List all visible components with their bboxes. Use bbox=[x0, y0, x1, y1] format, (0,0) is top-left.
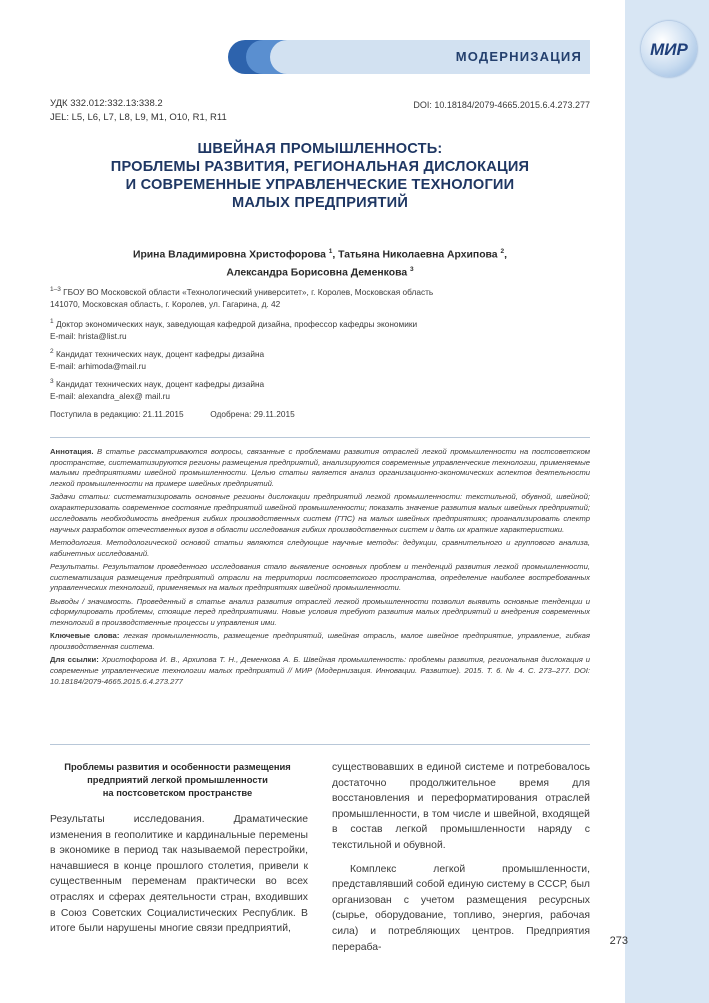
title-line: ШВЕЙНАЯ ПРОМЫШЛЕННОСТЬ: bbox=[197, 141, 443, 157]
doi: DOI: 10.18184/2079-4665.2015.6.4.273.277 bbox=[413, 100, 590, 110]
keywords-text: легкая промышленность, размещение предприятий, швейная отрасль, малое швейное предприятие, управление, гибкая производственная система. bbox=[50, 631, 590, 651]
author-list: Ирина Владимировна Христофорова $^1$, Татьяна Николаевна Архипова $^2$, Александра Борисовна Деменкова $^3$ bbox=[132, 248, 507, 279]
page-number: 273 bbox=[609, 935, 628, 947]
citation-text: Христофорова И. В., Архипова Т. Н., Деменкова А. Б. Швейная промышленность: проблемы развития, региональная дислокация и современные управленческие технологии малых предприятий // МИР (Модернизация. Инновации. Развитие). 2015. Т. 6. № 4. С. 273–277. DOI: 10.18184/2079-4665.2015.6.4.273.277 bbox=[50, 655, 590, 686]
body-paragraph: Результаты исследования. Драматические изменения в геополитике и кардинальные перемены в экономике в период так называемой перестройки, начавшиеся в конце прошлого столетия, привели к существенным переменам практически во всех отраслях и сферах деятельности стран, входивших в Союз Советских Социалистических Республик. В итоге были нарушены многие связи предприятий, bbox=[50, 814, 308, 935]
section-label: МОДЕРНИЗАЦИЯ bbox=[455, 49, 582, 64]
journal-logo-text: МИР bbox=[650, 40, 688, 59]
body-paragraph: существовавших в единой системе и потребовалось достаточно продолжительное время для восстановления и переформатирования отраслей промышленности, в том числе и швейной, входящей в состав легкой промышленности наряду с текстильной и обувной. bbox=[332, 762, 590, 851]
author-sup: 1 bbox=[328, 248, 333, 255]
affiliation-author-2: $^2$ Кандидат технических наук, доцент кафедры дизайна E-mail: arhimoda@mail.ru bbox=[50, 346, 590, 373]
received-date: Поступила в редакцию: 21.11.2015 bbox=[50, 409, 184, 419]
keywords-label: Ключевые слова: bbox=[50, 631, 120, 641]
methodology-text: Методология. Методологической основой статьи являются следующие научные методы: дедукции, сравнительного и группового анализа, кабинетных исследований. bbox=[50, 537, 590, 558]
jel-codes: JEL: L5, L6, L7, L8, L9, M1, O10, R1, R11 bbox=[50, 112, 227, 123]
author-email: E-mail: alexandra_alex@ mail.ru bbox=[50, 391, 171, 402]
affiliation-org: $^{1-3}$ ГБОУ ВО Московской области «Технологический университет», г. Королев, Московская область 141070, Московская область, г. Королев, ул. Гагарина, д. 42 bbox=[50, 286, 434, 310]
author-email: E-mail: arhimoda@mail.ru bbox=[50, 361, 147, 372]
annotation-label: Аннотация. bbox=[50, 447, 94, 456]
body-column-left bbox=[50, 812, 308, 945]
title-line: ПРОБЛЕМЫ РАЗВИТИЯ, РЕГИОНАЛЬНАЯ ДИСЛОКАЦИЯ bbox=[110, 159, 530, 175]
conclusions-text: Выводы / значимость. Проведенный в статье анализ развития отраслей легкой промышленности позволил выявить основные тенденции и сформулировать проблемы, стоящие перед предприятиями. Новые условия требуют развития малых предприятий и внедрения современных технологий в производственные процессы и управления ими. bbox=[50, 596, 590, 627]
author-email: E-mail: hrista@list.ru bbox=[50, 331, 127, 342]
article-title bbox=[50, 140, 590, 212]
annotation-text: В статье рассматриваются вопросы, связанные с проблемами развития отраслей легкой промышленности на постсоветском пространстве, систематизируются регионы размещения предприятий, анализируются современные управленческие технологии, применяемые малыми предприятиями швейной промышленности. Целью статьи является анализ организационно-экономических аспектов деятельности легкой промышленности на примере швейных предприятий. bbox=[50, 447, 590, 489]
author-sup: 2 bbox=[500, 248, 505, 255]
udc-code: УДК 332.012:332.13:338.2 bbox=[50, 98, 163, 109]
author-name: Александра Борисовна Деменкова bbox=[226, 267, 408, 279]
results-text: Результаты. Результатом проведенного исследования стало выявление основных проблем и тенденций развития легкой промышленности, систематизация размещения предприятий отрасли на территории постсоветского пространства, определение наиболее востребованных управленческих технологий, применяемых на малых предприятиях швейной промышленности. bbox=[50, 561, 590, 593]
body-column-right bbox=[332, 760, 590, 963]
title-line: МАЛЫХ ПРЕДПРИЯТИЙ bbox=[231, 195, 409, 211]
title-line: И СОВРЕМЕННЫЕ УПРАВЛЕНЧЕСКИЕ ТЕХНОЛОГИИ bbox=[125, 177, 515, 193]
author-name: Ирина Владимировна Христофорова bbox=[132, 249, 326, 261]
divider bbox=[50, 437, 590, 438]
citation-label: Для ссылки: bbox=[50, 655, 99, 665]
author-sup: 3 bbox=[410, 266, 414, 274]
tasks-text: Задачи статьи: систематизировать основные регионы дислокации предприятий легкой промышленности: текстильной, обувной, швейной; охарактеризовать современное состояние предприятий швейной промышленности; показать значение развития малых швейных предприятий; исследовать необходимость внедрения гибких производственных систем (ГПС) на малых швейных предприятиях; проанализировать спектр научных разработок отечественных вузов в области исследования гибких производственных систем и дать их краткие характеристики. bbox=[50, 492, 590, 534]
author-name: Татьяна Николаевна Архипова bbox=[338, 249, 498, 261]
section-heading: Проблемы развития и особенности размещения предприятий легкой промышленности на постсоветском пространстве bbox=[64, 761, 291, 798]
divider bbox=[50, 744, 590, 745]
abstract-block bbox=[50, 447, 590, 690]
body-paragraph: Комплекс легкой промышленности, представлявший собой единую систему в СССР, был организован с учетом размещения ресурсных (сырье, оборудование, топливо, энергия, рабочая сила) и потребляющих центров. Предприятия перераба- bbox=[332, 863, 590, 953]
submission-dates bbox=[50, 408, 590, 420]
sidebar-band bbox=[625, 0, 709, 1003]
affiliation-author-1: $^1$ Доктор экономических наук, заведующая кафедрой дизайна, профессор кафедры экономики E-mail: hrista@list.ru bbox=[50, 316, 590, 343]
affiliation-author-3: $^3$ Кандидат технических наук, доцент кафедры дизайна E-mail: alexandra_alex@ mail.ru bbox=[50, 376, 590, 403]
approved-date: Одобрена: 29.11.2015 bbox=[210, 409, 295, 419]
